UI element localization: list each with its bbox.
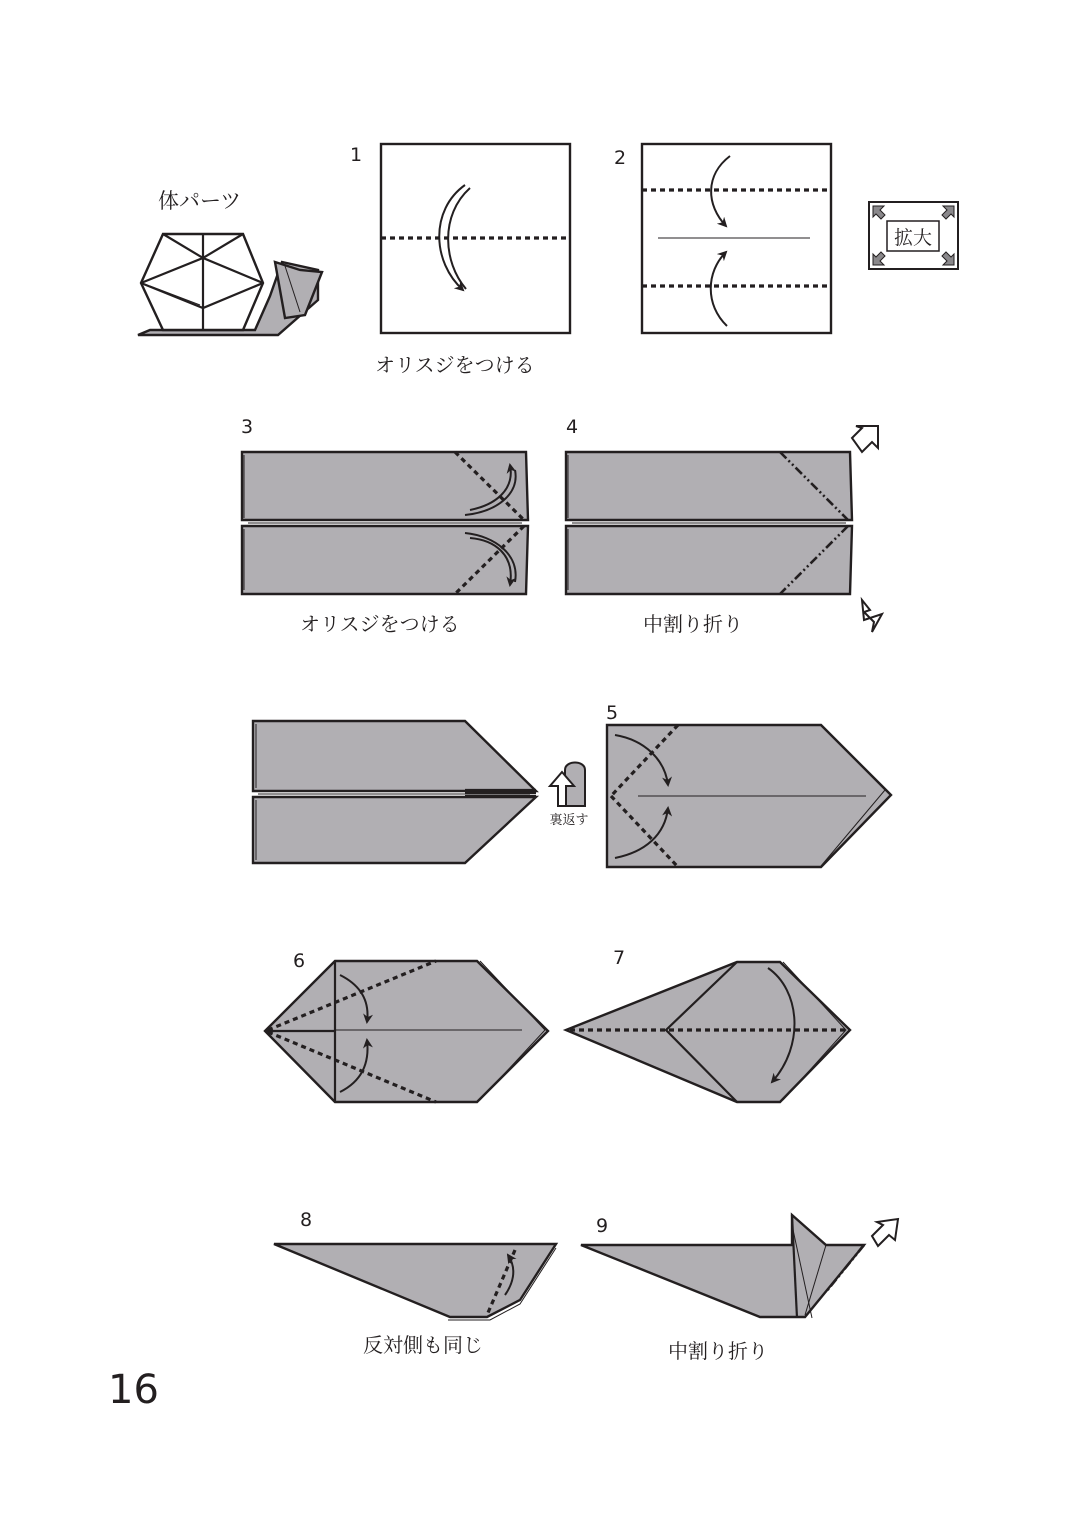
enlarge-badge	[869, 202, 958, 269]
step-4	[566, 416, 882, 636]
step-7	[566, 947, 850, 1102]
step-number: 2	[614, 147, 627, 169]
step-caption: 中割り折り	[668, 1339, 768, 1363]
step-number: 3	[241, 416, 254, 438]
step-9	[581, 1215, 898, 1363]
step-number: 5	[606, 702, 619, 724]
step-caption: オリスジをつける	[375, 353, 535, 377]
step-caption: 反対側も同じ	[363, 1333, 483, 1357]
step-number: 6	[293, 950, 306, 972]
step-number: 4	[566, 416, 579, 438]
step-number: 1	[350, 144, 363, 166]
step-2	[614, 144, 831, 333]
enlarge-label: 拡大	[893, 227, 933, 249]
push-arrow-icon	[852, 426, 882, 632]
step-3	[241, 416, 528, 636]
step-8	[274, 1209, 556, 1357]
step-4-result	[253, 721, 536, 863]
turn-over-label: 裏返す	[549, 813, 589, 828]
step-number: 8	[300, 1209, 313, 1231]
step-1	[350, 144, 570, 377]
step-caption: 中割り折り	[643, 612, 743, 636]
step-5	[606, 702, 891, 867]
page-number: 16	[108, 1367, 159, 1413]
step-number: 7	[613, 947, 626, 969]
step-caption: オリスジをつける	[300, 612, 460, 636]
push-arrow-icon	[872, 1219, 898, 1246]
step-6	[265, 950, 548, 1102]
title: 体パーツ	[158, 189, 242, 213]
finished-model-illustration	[138, 234, 322, 335]
turn-over-symbol	[549, 763, 588, 829]
step-number: 9	[596, 1215, 609, 1237]
